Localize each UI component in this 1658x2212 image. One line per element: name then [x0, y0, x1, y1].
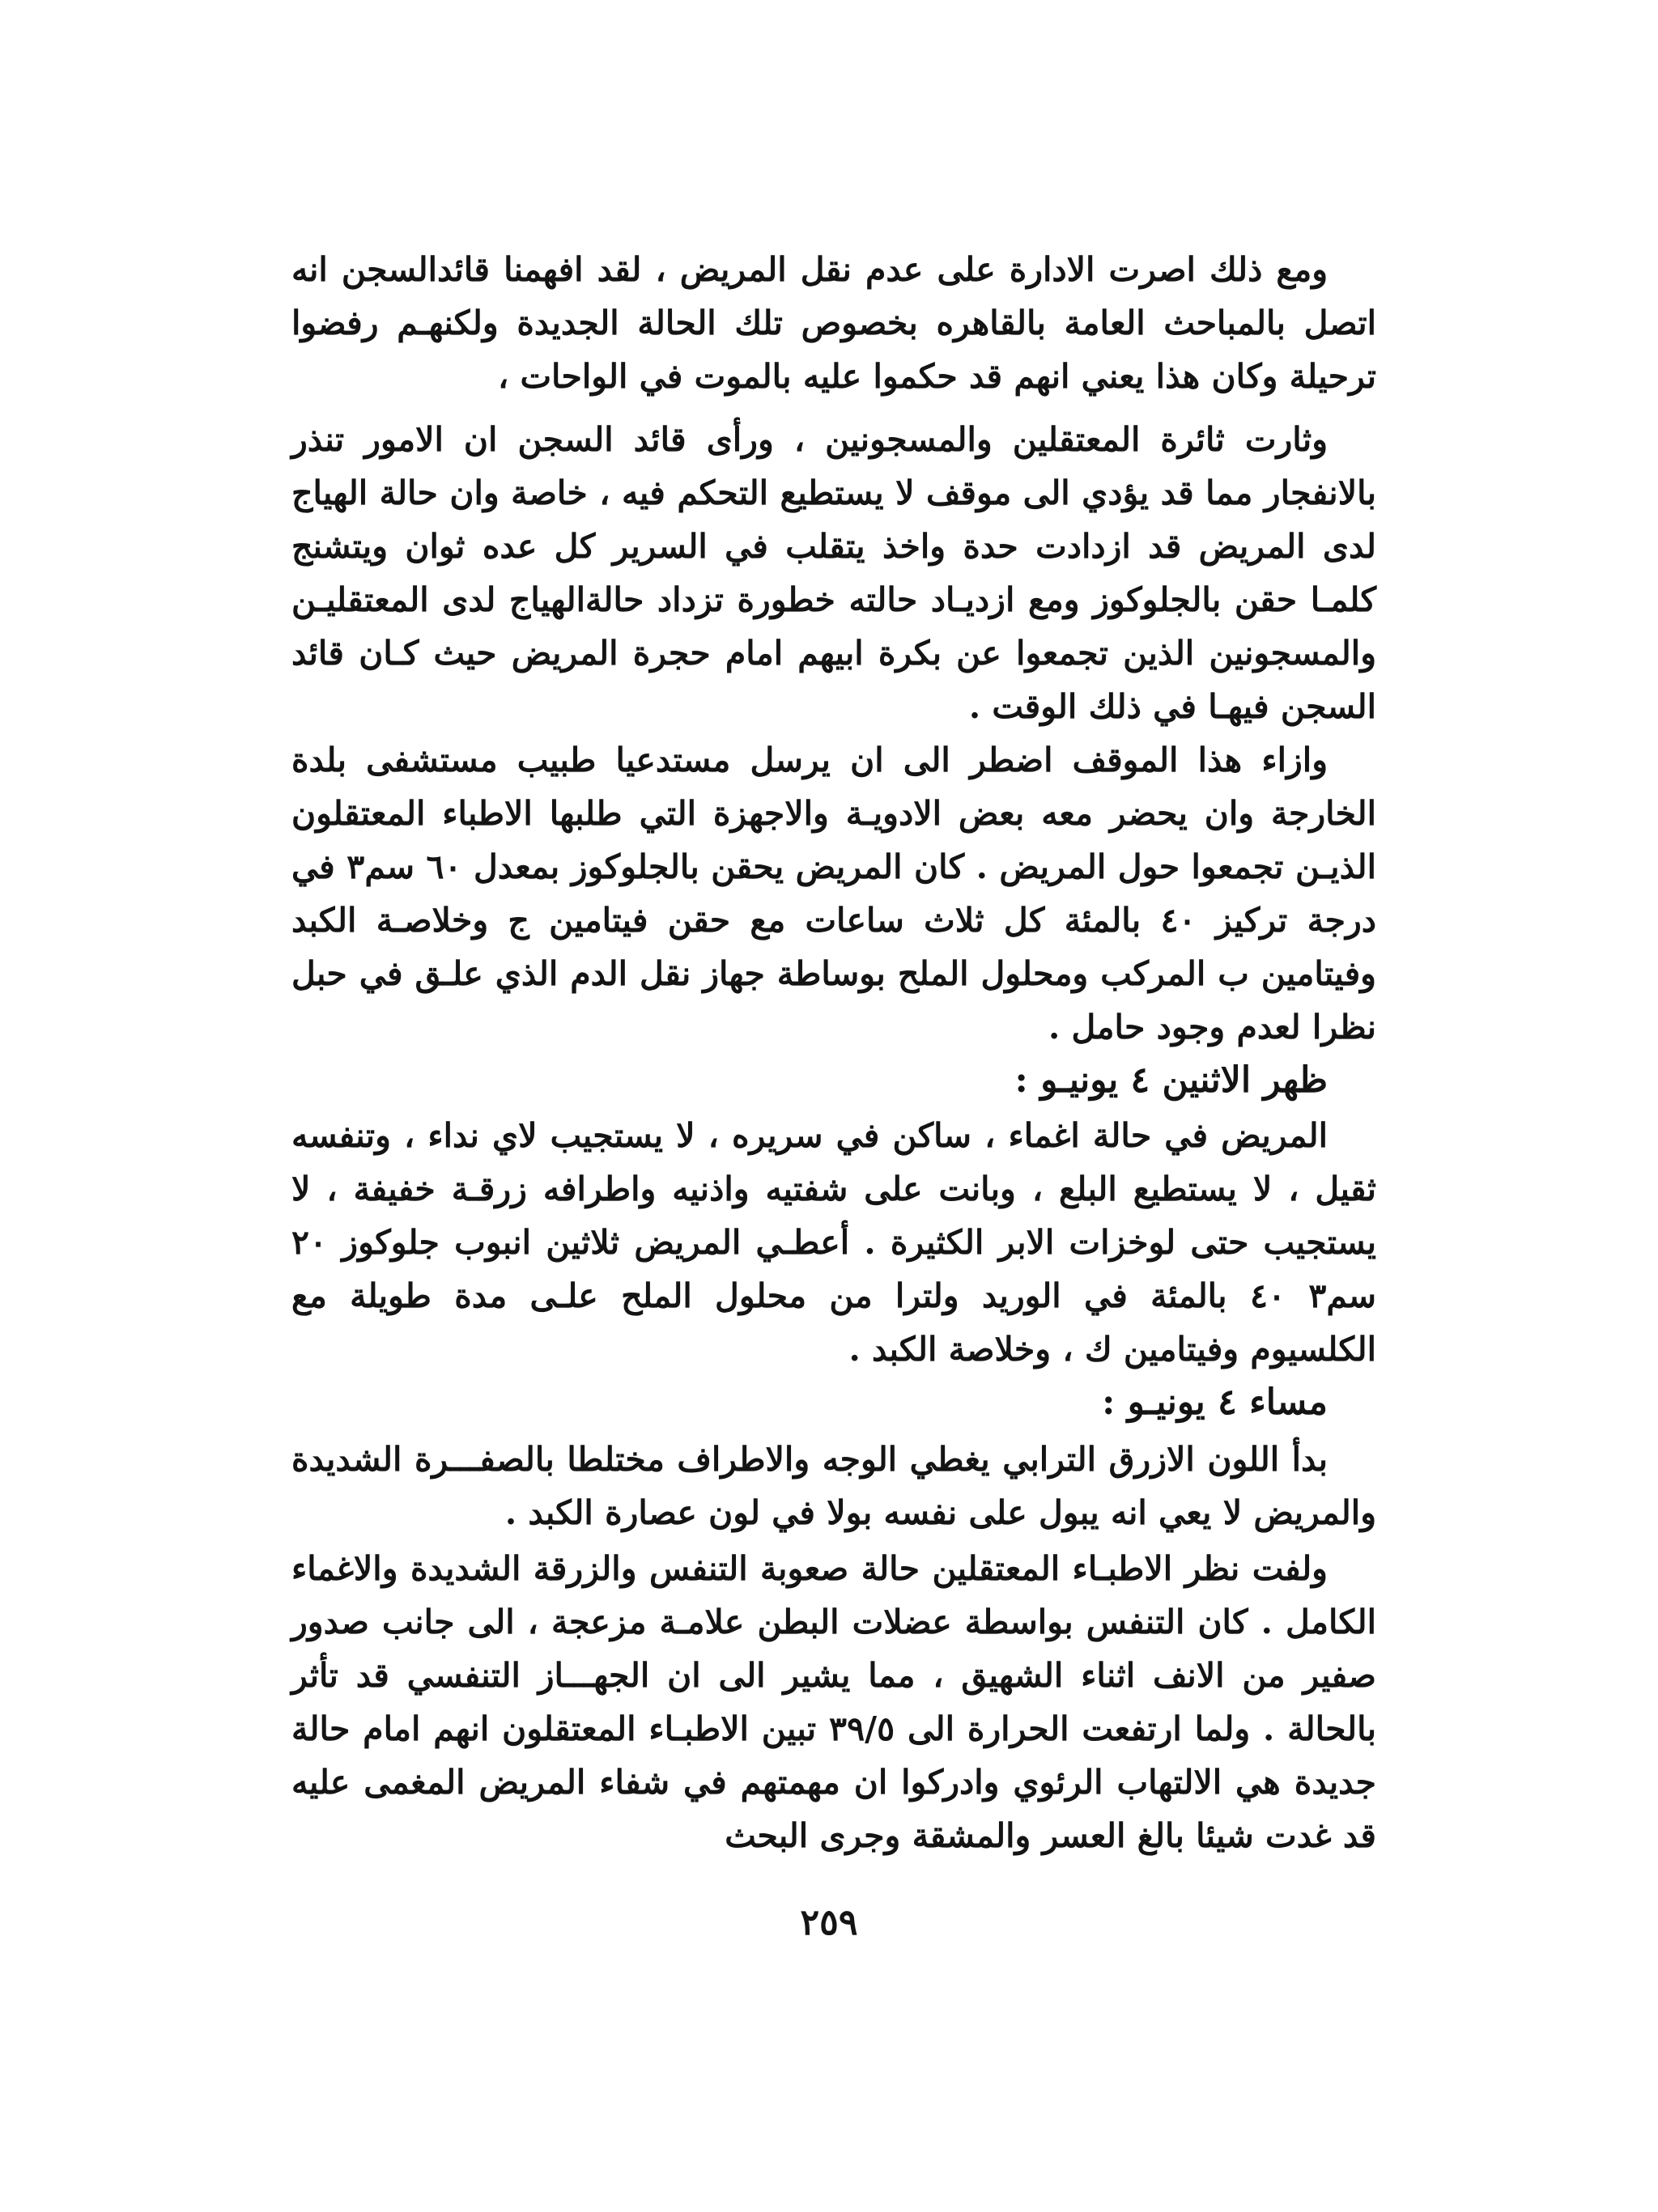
section-heading-evening: مساء ٤ يونيـو :: [1102, 1382, 1328, 1423]
section-heading-monday-noon: ظهر الاثنين ٤ يونيـو :: [1014, 1059, 1328, 1101]
paragraph-5: [291, 1433, 1376, 1539]
paragraph-6-text: ولفت نظر الاطبـاء المعتقلين حالة صعوبة التنفس والزرقة الشديدة والاغماء الكامل . كان التنفس بواسطة عضلات البطن علامـة مزعجة ، الى جانب صدور صفير من الانف اثناء الشهيق ، مما يشير الى ان الجهـــاز التنفسي قد تأثر بالحالة . ولما ارتفعت الحرارة الى ٣٩/٥ تبين الاطبـاء المعتقلون انهم امام حالة جديدة هي الالتهاب الرئوي وادركوا ان مهمتهم في شفاء المريض المغمى عليه قد غدت شيئا بالغ العسر والمشقة وجرى البحث: [291, 1549, 1376, 1855]
paragraph-3-text: وازاء هذا الموقف اضطر الى ان يرسل مستدعيا طبيب مستشفى بلدة الخارجة وان يحضر معه بعض الادويـة والاجهزة التي طلبها الاطباء المعتقلون الذيـن تجمعوا حول المريض . كان المريض يحقن بالجلوكوز بمعدل ٦٠ سم٣ في درجة تركيز ٤٠ بالمئة كل ثلاث ساعات مع حقن فيتامين ج وخلاصـة الكبد وفيتامين ب المركب ومحلول الملح بوساطة جهاز نقل الدم الذي علـق في حبل نظرا لعدم وجود حامل .: [291, 741, 1377, 1047]
page-number: ٢٥٩: [800, 1902, 858, 1943]
paragraph-4-text: المريض في حالة اغماء ، ساكن في سريره ، لا يستجيب لاي نداء ، وتنفسه ثقيل ، لا يستطيع البلع ، وبانت على شفتيه واذنيه واطرافه زرقـة خفيفة ، لا يستجيب حتى لوخزات الابر الكثيرة . أعطـي المريض ثلاثين انبوب جلوكوز ٢٠ سم٣ ٤٠ بالمئة في الوريد ولترا من محلول الملح علـى مدة طويلة مع الكلسيوم وفيتامين ك ، وخلاصة الكبد .: [291, 1116, 1376, 1369]
paragraph-6: [291, 1542, 1376, 1862]
paragraph-4: [291, 1109, 1376, 1376]
paragraph-5-text: بدأ اللون الازرق الترابي يغطي الوجه والاطراف مختلطا بالصفـــرة الشديدة والمريض لا يعي انه يبول على نفسه بولا في لون عصارة الكبد .: [291, 1440, 1376, 1532]
paragraph-1: [291, 243, 1376, 403]
paragraph-2: [291, 413, 1376, 733]
paragraph-3: [291, 733, 1376, 1054]
paragraph-1-text: ومع ذلك اصرت الادارة على عدم نقل المريض ، لقد افهمنا قائدالسجن انه اتصل بالمباحث العامة بالقاهره بخصوص تلك الحالة الجديدة ولكنهـم رفضوا ترحيلة وكان هذا يعني انهم قد حكموا عليه بالموت في الواحات ،: [291, 250, 1376, 396]
paragraph-2-text: وثارت ثائرة المعتقلين والمسجونين ، ورأى قائد السجن ان الامور تنذر بالانفجار مما قد يؤدي الى موقف لا يستطيع التحكم فيه ، خاصة وان حالة الهياج لدى المريض قد ازدادت حدة واخذ يتقلب في السرير كل عده ثوان ويتشنج كلمـا حقن بالجلوكوز ومع ازديـاد حالته خطورة تزداد حالةالهياج لدى المعتقليـن والمسجونين الذين تجمعوا عن بكرة ابيهم امام حجرة المريض حيث كـان قائد السجن فيهـا في ذلك الوقت .: [291, 420, 1376, 726]
